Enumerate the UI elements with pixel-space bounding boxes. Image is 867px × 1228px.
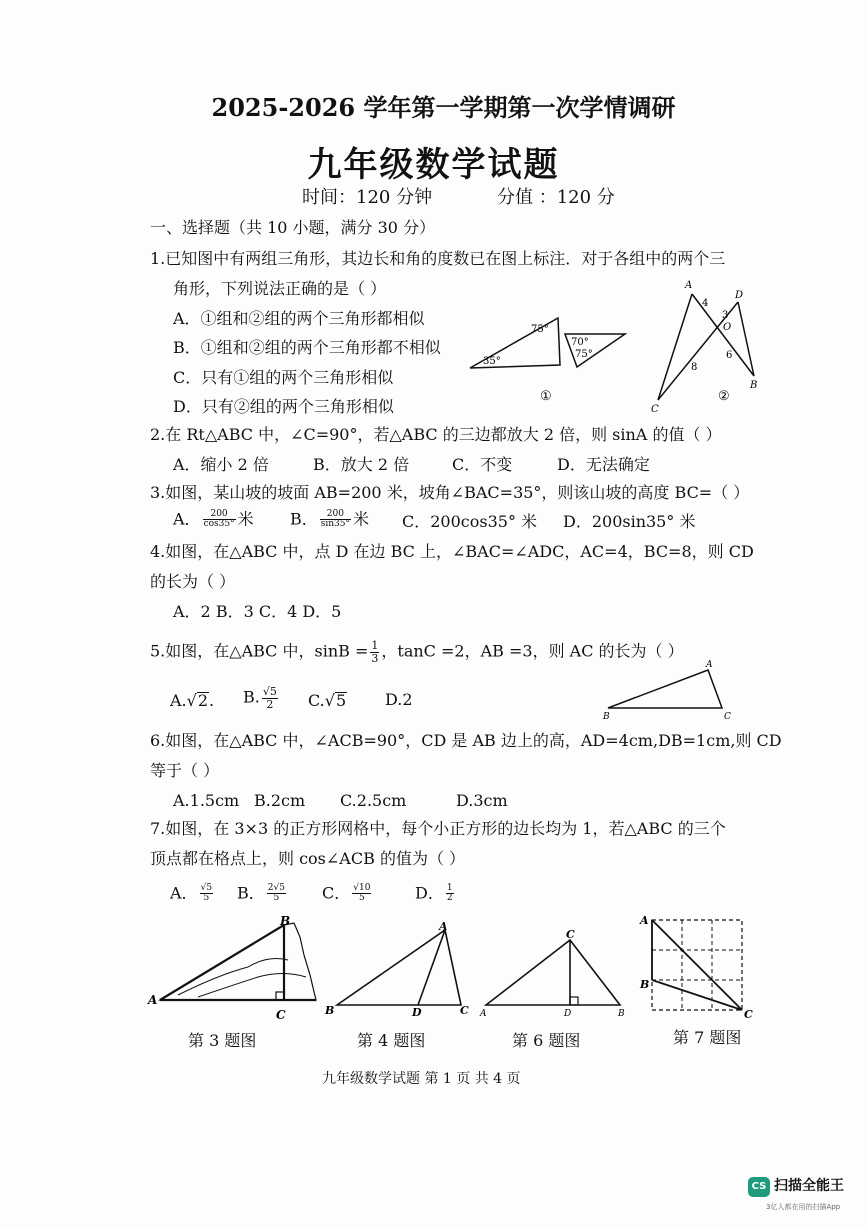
q7-c-prefix: C． [322,883,351,903]
q3-b-unit: 米 [353,509,370,529]
fig7-point-B: B [640,978,650,991]
q7-a-den: 5 [203,893,210,904]
q6-option-b: B.2cm [254,791,306,810]
q3-a-unit: 米 [237,509,254,529]
q7-b-den: 5 [273,893,280,904]
q1-side-3: 3 [722,310,729,321]
q2-option-a: A．缩小 2 倍 [173,455,269,474]
fig4-point-B: B [325,1004,335,1017]
q7-b-fraction [267,884,286,904]
fig3-point-A: A [148,993,158,1007]
q7-d-den: 2 [446,893,453,904]
q7-d-num: 1 [446,883,453,893]
q5-c-radicand: 5 [335,691,347,710]
q3-option-b [290,510,369,530]
exam-time: 时间：120 分钟 [302,187,433,208]
q5-b-radicand: 5 [269,685,277,698]
q1-line1: 1.已知图中有两组三角形，其边长和角的度数已在图上标注．对于各组中的两个三 [150,249,726,268]
q5-a-prefix: A. [170,691,187,710]
fig4-label: 第 4 题图 [357,1031,426,1050]
q5-stem-post: ，tanC =2，AB =3，则 AC 的长为（ ） [381,641,684,661]
q1-line2: 角形，下列说法正确的是（ ） [173,279,387,298]
exam-subtitle: 2025-2026 学年第一学期第一次学情调研 [211,93,676,122]
q7-c-num: √10 [353,883,371,893]
fig3-label: 第 3 题图 [188,1031,257,1050]
q6-line2: 等于（ ） [150,761,220,780]
q5-a-radicand: 2 [197,691,209,710]
q7-line1: 7.如图，在 3×3 的正方形网格中，每个小正方形的边长均为 1，若△ABC 的三个 [150,819,726,838]
q3-a-fraction [203,510,236,530]
fig4-point-A: A [439,920,448,933]
q6-option-c: C.2.5cm [340,791,407,810]
q7-d-prefix: D． [415,883,444,903]
q2-option-c: C．不变 [452,455,513,474]
q1-option-b: B．①组和②组的两个三角形都不相似 [173,338,441,357]
q7-a-fraction [200,884,213,904]
fig7-label: 第 7 题图 [673,1028,742,1047]
q1-point-C: C [651,404,659,415]
q1-angle-35: 35° [483,356,501,367]
q1-angle-70: 70° [571,337,589,348]
q1-option-d: D．只有②组的两个三角形相似 [173,397,394,416]
q7-line2: 顶点都在格点上，则 cos∠ACB 的值为（ ） [150,849,466,868]
q3-b-num: 200 [320,510,351,520]
q5-sin-den: 3 [371,651,379,665]
q5-a-sqrt: √2 [186,691,209,710]
q7-c-radicand: 10 [359,883,371,893]
q6-option-a: A.1.5cm [173,791,240,810]
q1-option-c: C．只有①组的两个三角形相似 [173,368,394,387]
fig7-grid [638,912,758,1022]
q5-c-sqrt: √5 [324,691,347,710]
q3-option-a [173,510,254,530]
q1-side-4: 4 [702,298,709,309]
fig4-triangle [323,918,473,1023]
q5-c-prefix: C. [308,691,325,710]
q3-a-den: cos35° [203,519,235,530]
q1-point-O: O [723,322,732,333]
q7-c-den: 5 [358,893,365,904]
q7-b-num: 2√5 [267,883,285,893]
q5-option-d: D.2 [385,690,413,709]
q4-line1: 4.如图，在△ABC 中，点 D 在边 BC 上，∠BAC=∠ADC，AC=4，BC=8，则 CD [150,542,754,561]
q1-point-A: A [685,280,693,291]
q1-angle-75a: 75° [531,324,549,335]
q2-stem: 2.在 Rt△ABC 中，∠C=90°，若△ABC 的三边都放大 2 倍，则 sinA 的值（ ） [150,425,722,444]
fig3-slope [148,915,328,1025]
q5-b-prefix: B. [243,687,260,707]
q7-a-radicand: 5 [206,883,213,893]
q6-line1: 6.如图，在△ABC 中，∠ACB=90°，CD 是 AB 边上的高，AD=4cm,DB=1cm,则 CD [150,731,782,750]
q1-option-a: A．①组和②组的两个三角形都相似 [173,309,425,328]
fig6-point-D: D [564,1009,572,1019]
scanner-app-name: 扫描全能王 [774,1178,844,1194]
q5-point-C: C [724,712,731,722]
q7-b-coef: 2 [267,883,274,893]
q1-figure-group1 [465,310,635,410]
fig7-point-C: C [744,1008,753,1021]
fig6-point-B: B [618,1009,625,1019]
fig3-point-B: B [280,914,291,928]
q3-b-den: sin35° [320,519,351,530]
q7-option-a [170,884,215,904]
q1-group1-label: ① [540,389,552,404]
q3-option-d: D．200sin35° 米 [563,512,696,531]
q3-a-num: 200 [203,510,236,520]
q5-sin-fraction [370,640,379,664]
q5-sin-num: 1 [371,639,379,652]
fig4-point-C: C [460,1004,469,1017]
fig7-point-A: A [640,914,649,927]
fig6-label: 第 6 题图 [512,1031,581,1050]
q5-figure [600,660,745,725]
q5-option-c [308,692,347,709]
q7-a-prefix: A． [170,883,198,903]
q2-option-d: D．无法确定 [557,455,650,474]
q4-line2: 的长为（ ） [150,572,236,591]
q7-c-fraction [352,884,371,904]
q5-a-post: . [209,691,215,710]
q4-options: A．2 B．3 C．4 D．5 [173,602,342,621]
q5-stem-pre: 5.如图，在△ABC 中，sinB = [150,641,369,661]
q7-b-prefix: B． [237,883,265,903]
section-heading: 一、选择题（共 10 小题，满分 30 分） [150,218,436,237]
q7-option-d [415,884,456,904]
q1-point-D: D [735,290,744,301]
q3-b-prefix: B． [290,509,318,529]
q3-b-fraction [320,510,351,530]
q5-b-den: 2 [266,697,274,711]
exam-score: 分值 ：120 分 [497,187,615,208]
fig6-point-A: A [480,1009,487,1019]
q1-side-6: 6 [726,350,733,361]
q1-angle-75b: 75° [575,349,593,360]
q7-d-fraction [446,884,454,904]
scanner-logo-icon: CS [748,1177,770,1197]
q1-side-8: 8 [691,362,698,373]
q7-a-num: √5 [200,883,213,893]
q5-option-b [243,686,280,710]
exam-title: 九年级数学试题 [307,145,560,185]
q1-figure-group2 [648,278,763,418]
scanner-tagline: 3亿人都在用的扫描App [766,1203,841,1211]
fig4-point-D: D [412,1006,422,1019]
fig6-triangle [478,925,638,1025]
q3-stem: 3.如图，某山坡的坡面 AB=200 米，坡角∠BAC=35°，则该山坡的高度 BC=（ ） [150,483,750,502]
fig6-point-C: C [566,928,575,941]
q3-option-c: C．200cos35° 米 [402,512,538,531]
page-footer: 九年级数学试题 第 1 页 共 4 页 [322,1071,521,1087]
q3-a-prefix: A． [173,509,201,529]
q7-option-c [322,884,373,904]
q5-option-a [170,692,214,709]
q6-option-d: D.3cm [456,791,508,810]
q1-point-B: B [750,380,758,391]
q7-option-b [237,884,288,904]
q5-point-A: A [706,660,713,670]
q5-b-fraction [262,686,278,710]
q1-group2-label: ② [718,389,730,404]
q2-option-b: B．放大 2 倍 [313,455,410,474]
q5-b-num: √5 [262,685,277,698]
q5-point-B: B [603,712,610,722]
q7-b-radicand: 5 [279,883,285,893]
fig3-point-C: C [276,1008,286,1022]
